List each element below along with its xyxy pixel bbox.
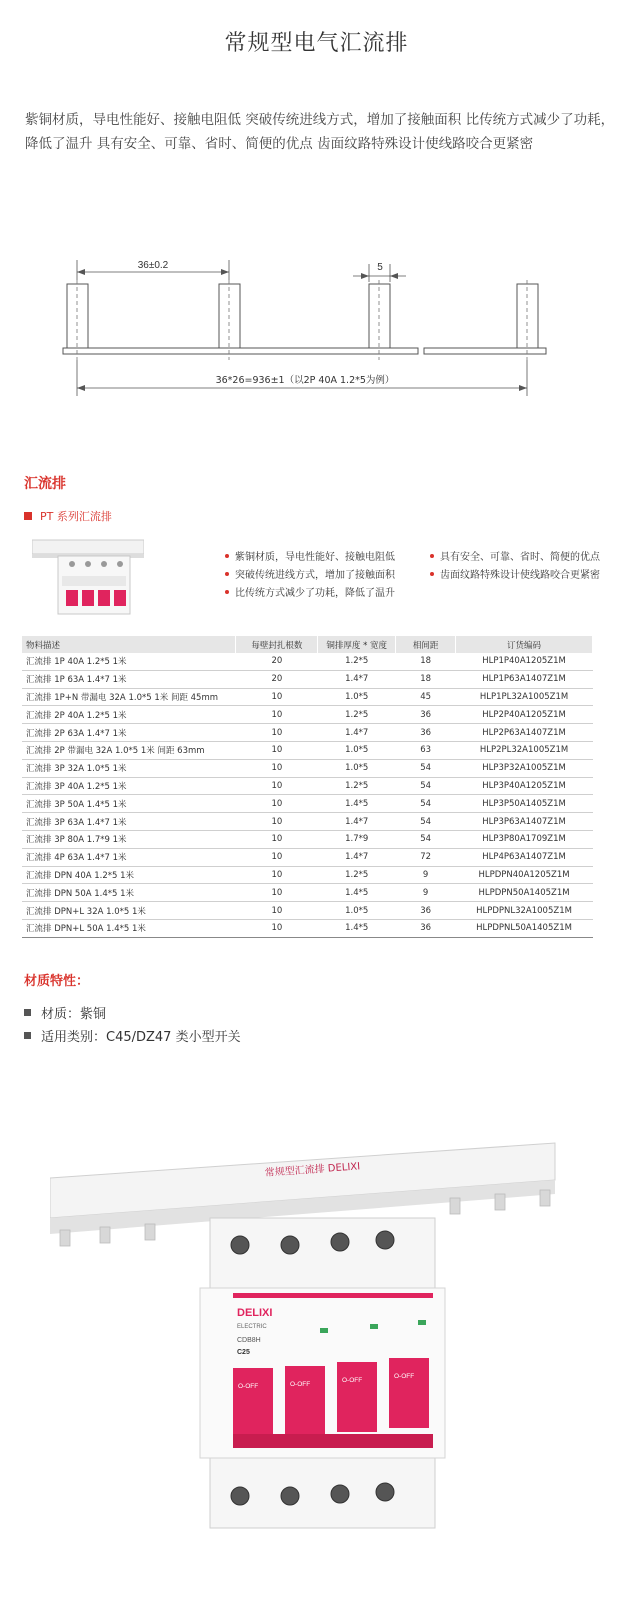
table-cell: 汇流排 3P 50A 1.4*5 1米 (22, 795, 236, 813)
column-header: 每壁封扎根数 (236, 636, 318, 653)
table-cell: 10 (236, 830, 318, 848)
table-row (22, 848, 593, 866)
table-cell: 1.2*5 (318, 706, 396, 724)
table-row (22, 866, 593, 884)
table-cell: HLPDPN50A1405Z1M (456, 884, 593, 902)
table-row (22, 724, 593, 742)
table-cell: 汇流排 3P 63A 1.4*7 1米 (22, 813, 236, 831)
product-photo (50, 1138, 560, 1538)
table-cell: 10 (236, 884, 318, 902)
table-cell: 汇流排 DPN 40A 1.2*5 1米 (22, 866, 236, 884)
column-header: 物料描述 (22, 636, 236, 653)
table-cell: 汇流排 2P 63A 1.4*7 1米 (22, 724, 236, 742)
bullet-icon (430, 554, 434, 558)
column-header: 相间距 (396, 636, 456, 653)
switch-label: O-OFF (394, 1373, 415, 1380)
red-square-icon (24, 512, 32, 520)
table-row (22, 741, 593, 759)
table-cell: 汇流排 DPN+L 50A 1.4*5 1米 (22, 919, 236, 937)
table-cell: HLP2P40A1205Z1M (456, 706, 593, 724)
feature-item: 具有安全、可靠、省时、简便的优点 (430, 548, 600, 563)
table-cell: 10 (236, 759, 318, 777)
table-cell: 10 (236, 919, 318, 937)
section-title: 汇流排 (24, 476, 66, 492)
table-cell: 9 (396, 866, 456, 884)
table-cell: 10 (236, 741, 318, 759)
table-row (22, 902, 593, 920)
table-cell: 1.2*5 (318, 777, 396, 795)
table-cell: HLP1P40A1205Z1M (456, 653, 593, 670)
table-row (22, 759, 593, 777)
table-cell: 54 (396, 759, 456, 777)
table-row (22, 688, 593, 706)
table-cell: HLP3P50A1405Z1M (456, 795, 593, 813)
table-cell: 汇流排 DPN 50A 1.4*5 1米 (22, 884, 236, 902)
table-row (22, 884, 593, 902)
table-cell: HLP4P63A1407Z1M (456, 848, 593, 866)
feature-item: 齿面纹路特殊设计使线路咬合更紧密 (430, 566, 600, 581)
table-cell: 36 (396, 902, 456, 920)
table-cell: 汇流排 3P 32A 1.0*5 1米 (22, 759, 236, 777)
spec-table (22, 636, 593, 938)
table-cell: 54 (396, 795, 456, 813)
table-cell: HLP3P80A1709Z1M (456, 830, 593, 848)
table-row (22, 777, 593, 795)
table-cell: 9 (396, 884, 456, 902)
table-cell: 1.4*5 (318, 884, 396, 902)
brand-sub: ELECTRIC (237, 1324, 267, 1330)
table-row (22, 919, 593, 937)
table-cell: 36 (396, 724, 456, 742)
table-cell: 1.0*5 (318, 759, 396, 777)
table-cell: 1.2*5 (318, 866, 396, 884)
busbar-print: 常规型汇流排 DELIXI (264, 1161, 361, 1179)
table-cell: 汇流排 1P 40A 1.2*5 1米 (22, 653, 236, 670)
table-cell: 1.4*7 (318, 724, 396, 742)
table-cell: 18 (396, 670, 456, 688)
column-header: 铜排厚度 * 宽度 (318, 636, 396, 653)
table-cell: 1.2*5 (318, 653, 396, 670)
feature-item: 紫铜材质，导电性能好、接触电阻低 (225, 548, 395, 563)
model-label: CDB8H (237, 1337, 261, 1344)
switch-label: O-OFF (290, 1381, 311, 1388)
table-cell: 汇流排 4P 63A 1.4*7 1米 (22, 848, 236, 866)
table-cell: 45 (396, 688, 456, 706)
table-cell: 72 (396, 848, 456, 866)
table-row (22, 795, 593, 813)
table-cell: 1.4*5 (318, 795, 396, 813)
materials-item: 适用类别：C45/DZ47 类小型开关 (24, 1026, 241, 1045)
table-cell: 10 (236, 706, 318, 724)
materials-title: 材质特性： (24, 974, 90, 989)
table-cell: 10 (236, 688, 318, 706)
table-cell: 汇流排 3P 40A 1.2*5 1米 (22, 777, 236, 795)
bullet-icon (225, 572, 229, 576)
bullet-icon (225, 590, 229, 594)
table-cell: HLPDPNL50A1405Z1M (456, 919, 593, 937)
column-header: 订货编码 (456, 636, 593, 653)
table-cell: 54 (396, 830, 456, 848)
bullet-icon (430, 572, 434, 576)
rating-label: C25 (237, 1349, 250, 1356)
table-cell: HLPDPN40A1205Z1M (456, 866, 593, 884)
table-cell: 1.4*5 (318, 919, 396, 937)
table-cell: 20 (236, 670, 318, 688)
width-label: 5 (377, 262, 383, 273)
intro-text: 紫铜材质，导电性能好、接触电阻低 突破传统进线方式，增加了接触面积 比传统方式减少了功耗，降低了温升 具有安全、可靠、省时、简便的优点 齿面纹路特殊设计使线路咬合更紧密 (25, 112, 615, 152)
pitch-label: 36±0.2 (137, 260, 169, 271)
table-cell: 1.0*5 (318, 902, 396, 920)
table-cell: 36 (396, 919, 456, 937)
table-cell: 汇流排 DPN+L 32A 1.0*5 1米 (22, 902, 236, 920)
series-title (24, 508, 112, 524)
table-cell: 汇流排 2P 40A 1.2*5 1米 (22, 706, 236, 724)
table-cell: 汇流排 2P 带漏电 32A 1.0*5 1米 间距 63mm (22, 741, 236, 759)
table-cell: 10 (236, 795, 318, 813)
gray-square-icon (24, 1032, 31, 1039)
table-cell: 汇流排 1P 63A 1.4*7 1米 (22, 670, 236, 688)
table-cell: 10 (236, 848, 318, 866)
bullet-icon (225, 554, 229, 558)
table-cell: HLP3P32A1005Z1M (456, 759, 593, 777)
table-row (22, 813, 593, 831)
brand-logo: DELIXI (237, 1307, 273, 1319)
gray-square-icon (24, 1009, 31, 1016)
table-row (22, 653, 593, 670)
table-cell: 54 (396, 777, 456, 795)
table-cell: 1.4*7 (318, 813, 396, 831)
table-cell: HLPDPNL32A1005Z1M (456, 902, 593, 920)
table-cell: HLP2P63A1407Z1M (456, 724, 593, 742)
table-cell: 10 (236, 724, 318, 742)
table-cell: 1.0*5 (318, 741, 396, 759)
table-cell: 汇流排 3P 80A 1.7*9 1米 (22, 830, 236, 848)
length-label: 36*26=936±1（以2P 40A 1.2*5为例） (215, 375, 395, 386)
table-cell: 63 (396, 741, 456, 759)
table-cell: 1.7*9 (318, 830, 396, 848)
table-row (22, 830, 593, 848)
table-cell: 10 (236, 866, 318, 884)
table-cell: 18 (396, 653, 456, 670)
table-cell: 1.0*5 (318, 688, 396, 706)
table-cell: HLP3P63A1407Z1M (456, 813, 593, 831)
dimension-diagram (55, 250, 555, 400)
table-cell: 1.4*7 (318, 670, 396, 688)
table-cell: 1.4*7 (318, 848, 396, 866)
table-cell: 10 (236, 902, 318, 920)
table-cell: 10 (236, 777, 318, 795)
table-row (22, 670, 593, 688)
product-thumbnail (32, 532, 144, 616)
table-cell: 54 (396, 813, 456, 831)
table-cell: 20 (236, 653, 318, 670)
table-cell: 36 (396, 706, 456, 724)
table-cell: HLP1P63A1407Z1M (456, 670, 593, 688)
table-cell: 汇流排 1P+N 带漏电 32A 1.0*5 1米 间距 45mm (22, 688, 236, 706)
table-cell: HLP3P40A1205Z1M (456, 777, 593, 795)
page-title: 常规型电气汇流排 (224, 31, 409, 56)
feature-item: 突破传统进线方式，增加了接触面积 (225, 566, 395, 581)
materials-item: 材质：紫铜 (24, 1003, 106, 1022)
feature-item: 比传统方式减少了功耗，降低了温升 (225, 584, 395, 599)
switch-label: O-OFF (342, 1377, 363, 1384)
table-cell: HLP1PL32A1005Z1M (456, 688, 593, 706)
switch-label: O-OFF (238, 1383, 259, 1390)
series-title-label: PT 系列汇流排 (40, 510, 112, 523)
table-row (22, 706, 593, 724)
table-cell: HLP2PL32A1005Z1M (456, 741, 593, 759)
table-cell: 10 (236, 813, 318, 831)
table-header-row (22, 636, 593, 653)
